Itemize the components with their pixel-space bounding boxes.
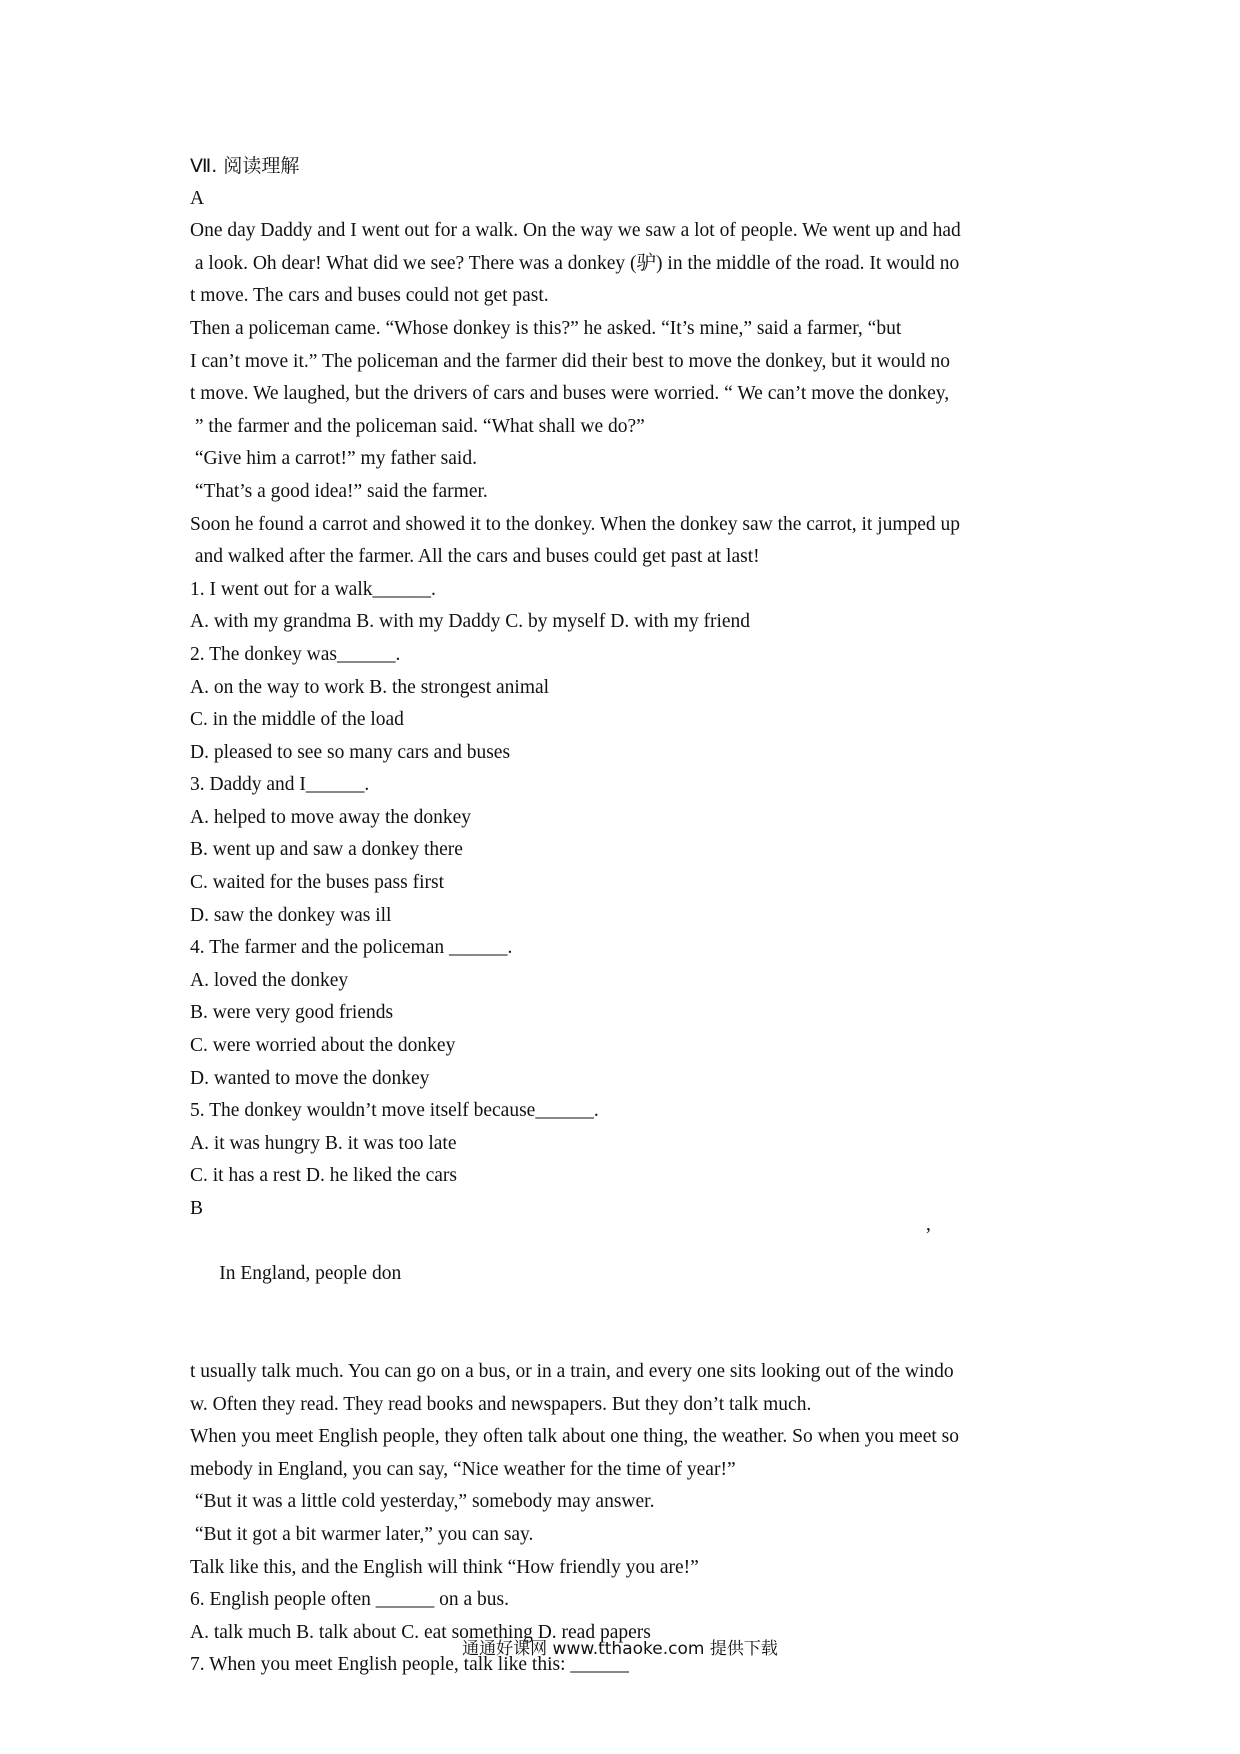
passage-line: “But it got a bit warmer later,” you can say.: [190, 1523, 534, 1545]
passage-line: and walked after the farmer. All the cars and buses could get past at last!: [190, 546, 760, 568]
answer-options: A. it was hungry B. it was too late: [190, 1132, 457, 1154]
passage-line: “Give him a carrot!” my father said.: [190, 448, 477, 470]
answer-options: B. were very good friends: [190, 1002, 394, 1024]
passage-line: w. Often they read. They read books and newspapers. But they don’t talk much.: [190, 1393, 812, 1415]
document-content: [190, 150, 1060, 1682]
answer-options: C. it has a rest D. he liked the cars: [190, 1165, 457, 1187]
passage-line: Talk like this, and the English will think “How friendly you are!”: [190, 1556, 699, 1578]
answer-options: C. were worried about the donkey: [190, 1035, 456, 1057]
passage-line: a look. Oh dear! What did we see? There was a donkey (驴) in the middle of the road. It would no: [190, 252, 960, 274]
answer-options: C. in the middle of the load: [190, 709, 404, 731]
answer-options: A. talk much B. talk about C. eat something D. read papers: [190, 1621, 651, 1643]
question: [190, 639, 1060, 769]
passage-line: “That’s a good idea!” said the farmer.: [190, 480, 488, 502]
question-stem: 4. The farmer and the policeman ______.: [190, 937, 513, 959]
answer-options: A. helped to move away the donkey: [190, 806, 472, 828]
question: [190, 769, 1060, 932]
question-stem: 6. English people often ______ on a bus.: [190, 1589, 509, 1611]
passage-line: t move. We laughed, but the drivers of cars and buses were worried. “ We can’t move the donkey,: [190, 383, 950, 405]
passage-line: Soon he found a carrot and showed it to the donkey. When the donkey saw the carrot, it jumped up: [190, 513, 961, 535]
passage-line: mebody in England, you can say, “Nice weather for the time of year!”: [190, 1458, 736, 1480]
question: [190, 932, 1060, 1095]
question-stem: 5. The donkey wouldn’t move itself because______.: [190, 1100, 599, 1122]
passage-line: ” the farmer and the policeman said. “What shall we do?”: [190, 415, 645, 437]
passage-b-first-line-left: In England, people don: [219, 1263, 402, 1285]
passage-b-label: B: [190, 1198, 204, 1219]
footer-credit: 通通好课网 www.tthaoke.com 提供下载: [462, 1639, 778, 1659]
answer-options: A. loved the donkey: [190, 969, 349, 991]
passage-b-first-line-right: ’: [925, 1224, 932, 1246]
question: [190, 574, 1060, 639]
question-stem: 7. When you meet English people, talk like this: ______: [190, 1654, 629, 1676]
passage-line: “But it was a little cold yesterday,” somebody may answer.: [190, 1491, 655, 1513]
question-stem: 1. I went out for a walk______.: [190, 578, 436, 600]
passage-line: When you meet English people, they often talk about one thing, the weather. So when you meet so: [190, 1426, 959, 1448]
question: [190, 1095, 1060, 1193]
passage-line: I can’t move it.” The policeman and the farmer did their best to move the donkey, but it would no: [190, 350, 950, 372]
answer-options: D. saw the donkey was ill: [190, 904, 392, 926]
passage-line: Then a policeman came. “Whose donkey is this?” he asked. “It’s mine,” said a farmer, “but: [190, 317, 902, 339]
question-stem: 3. Daddy and I______.: [190, 774, 370, 796]
answer-options: A. on the way to work B. the strongest animal: [190, 676, 550, 698]
section-title: Ⅶ. 阅读理解: [190, 155, 300, 177]
passage-a-label: A: [190, 187, 205, 209]
answer-options: D. pleased to see so many cars and buses: [190, 741, 511, 763]
passage-b: [190, 1356, 1060, 1584]
passage-line: t usually talk much. You can go on a bus, or in a train, and every one sits looking out of the windo: [190, 1360, 954, 1382]
answer-options: D. wanted to move the donkey: [190, 1067, 430, 1089]
answer-options: B. went up and saw a donkey there: [190, 839, 463, 861]
question-stem: 2. The donkey was______.: [190, 643, 401, 665]
passage-line: t move. The cars and buses could not get past.: [190, 285, 549, 307]
answer-options: A. with my grandma B. with my Daddy C. by myself D. with my friend: [190, 611, 751, 633]
questions-a: [190, 574, 1060, 1193]
answer-options: C. waited for the buses pass first: [190, 872, 444, 894]
passage-a: [190, 215, 1060, 574]
passage-line: One day Daddy and I went out for a walk. On the way we saw a lot of people. We went up and had: [190, 220, 961, 242]
passage-b-first-line: [190, 1226, 1060, 1356]
